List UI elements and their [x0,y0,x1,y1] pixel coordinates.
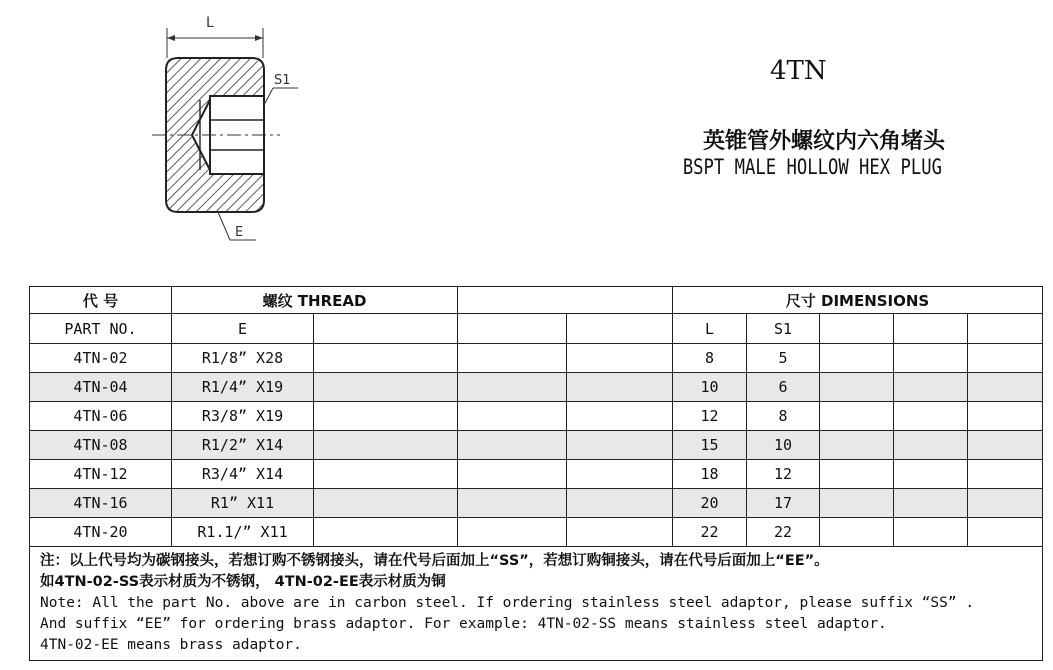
empty-cell [894,460,968,489]
note-en-line-1: Note: All the part No. above are in carbon steel. If ordering stainless steel adaptor, please suffix “SS” . [40,595,975,611]
spec-table [29,286,1043,661]
header-part-cn: 代 号 [30,287,172,314]
dim-s1-cell: 12 [747,460,820,489]
empty-cell [314,489,458,518]
empty-cell [458,518,567,547]
empty-cell [894,402,968,431]
table-body [30,344,1043,547]
header-thread: 螺纹 THREAD [172,287,458,314]
note-cn-line-2: 如4TN-02-SS表示材质为不锈钢， 4TN-02-EE表示材质为铜 [40,574,446,590]
empty-cell [314,344,458,373]
dim-l-cell: 10 [673,373,747,402]
part-cell: 4TN-06 [30,402,172,431]
empty-cell [567,518,673,547]
empty-cell [314,373,458,402]
part-cell: 4TN-16 [30,489,172,518]
dim-l-cell: 20 [673,489,747,518]
table-row [30,489,1043,518]
empty-cell [968,431,1043,460]
empty-cell [894,344,968,373]
empty-cell [820,344,894,373]
dim-l-cell: 8 [673,344,747,373]
dim-e-label: E [235,225,244,240]
header-dimensions: 尺寸 DIMENSIONS [673,287,1043,314]
empty-cell [894,431,968,460]
empty-cell [820,489,894,518]
empty-cell [820,373,894,402]
empty-cell [894,314,968,344]
empty-cell [314,431,458,460]
table-row [30,344,1043,373]
dim-s1-cell: 17 [747,489,820,518]
empty-cell [567,373,673,402]
thread-e-cell: R1.1/” X11 [172,518,314,547]
empty-cell [458,489,567,518]
empty-cell [894,489,968,518]
empty-cell [567,431,673,460]
header-blank [458,287,673,314]
table-header-row-1 [30,287,1043,314]
empty-cell [820,460,894,489]
product-name-en: BSPT MALE HOLLOW HEX PLUG [682,155,942,179]
empty-cell [968,518,1043,547]
product-code-title: 4TN [770,56,827,86]
part-cell: 4TN-08 [30,431,172,460]
header-e: E [172,314,314,344]
dimension-l [167,15,263,58]
header-l: L [673,314,747,344]
empty-cell [968,402,1043,431]
dimension-s1 [264,73,298,105]
empty-cell [567,460,673,489]
part-cell: 4TN-12 [30,460,172,489]
dim-s1-cell: 5 [747,344,820,373]
dim-l-cell: 22 [673,518,747,547]
empty-cell [820,314,894,344]
part-cell: 4TN-20 [30,518,172,547]
table-row [30,518,1043,547]
empty-cell [314,402,458,431]
thread-e-cell: R1/8” X28 [172,344,314,373]
notes-row [30,547,1043,661]
empty-cell [314,460,458,489]
empty-cell [458,373,567,402]
empty-cell [968,460,1043,489]
empty-cell [314,314,458,344]
header-part-en: PART NO. [30,314,172,344]
table-row [30,402,1043,431]
dim-l-cell: 12 [673,402,747,431]
dim-s1-label: S1 [274,73,291,88]
dim-l-cell: 18 [673,460,747,489]
empty-cell [458,314,567,344]
part-cell: 4TN-04 [30,373,172,402]
empty-cell [458,431,567,460]
empty-cell [458,460,567,489]
dim-s1-cell: 8 [747,402,820,431]
empty-cell [820,431,894,460]
table-header-row-2 [30,314,1043,344]
header-s1: S1 [747,314,820,344]
thread-e-cell: R1/4” X19 [172,373,314,402]
thread-e-cell: R1” X11 [172,489,314,518]
note-en-line-3: 4TN-02-EE means brass adaptor. [40,637,302,653]
empty-cell [968,489,1043,518]
table-row [30,460,1043,489]
notes-cell [30,547,1043,661]
empty-cell [894,373,968,402]
dim-l-label: L [206,15,214,31]
note-en-line-2: And suffix “EE” for ordering brass adaptor. For example: 4TN-02-SS means stainless steel adaptor. [40,616,887,632]
dimension-e [218,212,256,240]
table-row [30,431,1043,460]
empty-cell [567,489,673,518]
empty-cell [458,344,567,373]
dim-l-cell: 15 [673,431,747,460]
table-row [30,373,1043,402]
empty-cell [968,314,1043,344]
empty-cell [314,518,458,547]
empty-cell [968,344,1043,373]
empty-cell [820,518,894,547]
thread-e-cell: R1/2” X14 [172,431,314,460]
empty-cell [567,314,673,344]
thread-e-cell: R3/8” X19 [172,402,314,431]
empty-cell [567,402,673,431]
empty-cell [820,402,894,431]
dim-s1-cell: 6 [747,373,820,402]
thread-e-cell: R3/4” X14 [172,460,314,489]
empty-cell [567,344,673,373]
product-name-cn: 英锥管外螺纹内六角堵头 [702,129,945,154]
note-cn-line-1: 注：以上代号均为碳钢接头，若想订购不锈钢接头，请在代号后面加上“SS”，若想订购铜接头，请在代号后面加上“EE”。 [40,553,829,569]
empty-cell [458,402,567,431]
dim-s1-cell: 10 [747,431,820,460]
dim-s1-cell: 22 [747,518,820,547]
empty-cell [968,373,1043,402]
part-cell: 4TN-02 [30,344,172,373]
empty-cell [894,518,968,547]
